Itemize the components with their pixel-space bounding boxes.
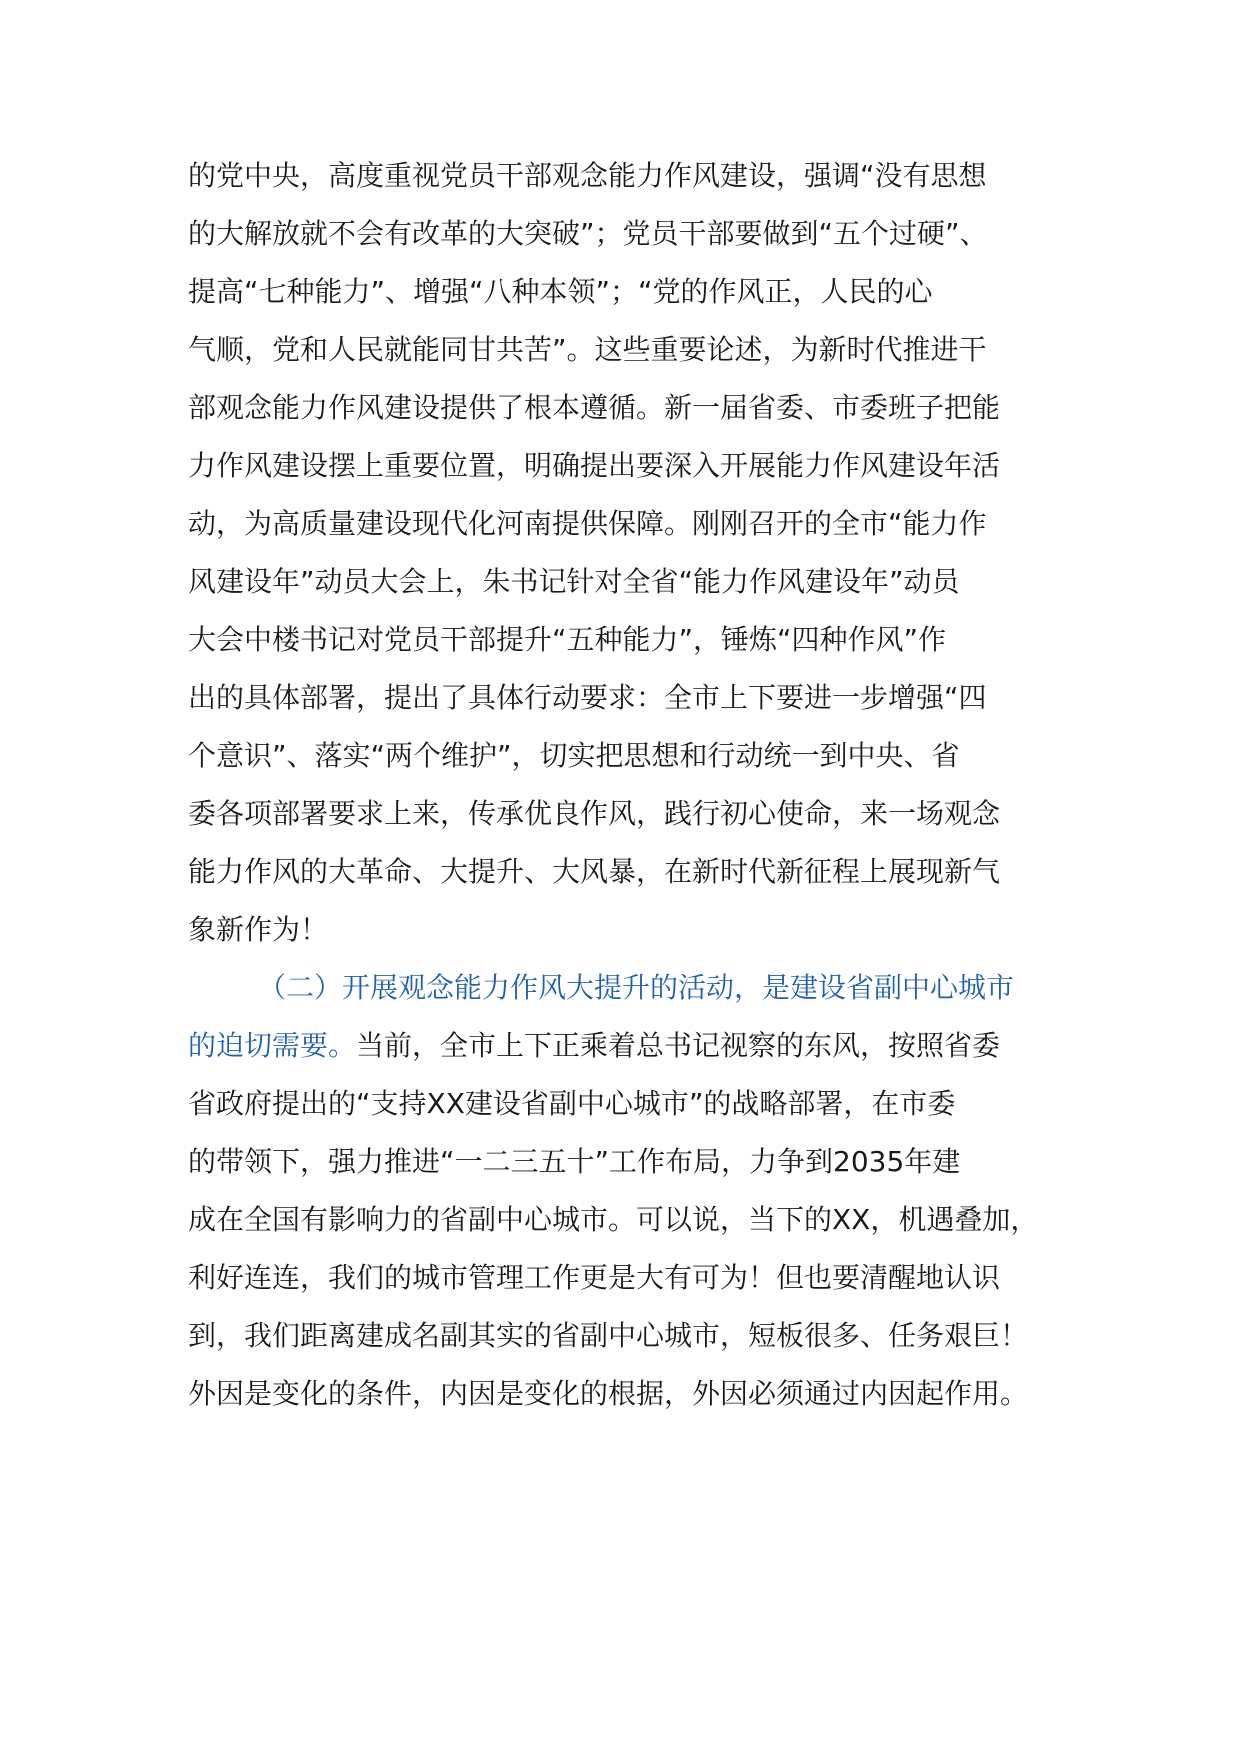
- section-heading-end: 的迫切需要。: [188, 1029, 357, 1062]
- text-line: 风建设年”动员大会上，朱书记针对全省“能力作风建设年”动员: [188, 565, 960, 598]
- text-line: 利好连连，我们的城市管理工作更是大有可为！但也要清醒地认识: [188, 1261, 1001, 1294]
- text-line: 提高“七种能力”、增强“八种本领”；“党的作风正，人民的心: [188, 275, 933, 308]
- text-line: 成在全国有影响力的省副中心城市。可以说，当下的XX，机遇叠加，: [188, 1203, 1039, 1236]
- section-heading: （二）开展观念能力作风大提升的活动，是建设省副中心城市: [258, 971, 1015, 1004]
- text-line: 力作风建设摆上重要位置，明确提出要深入开展能力作风建设年活: [188, 449, 1001, 482]
- text-line: 外因是变化的条件，内因是变化的根据，外因必须通过内因起作用。: [188, 1377, 1029, 1410]
- text-line: 委各项部署要求上来，传承优良作风，践行初心使命，来一场观念: [188, 797, 1001, 830]
- text-line: 到，我们距离建成名副其实的省副中心城市，短板很多、任务艰巨！: [188, 1319, 1029, 1352]
- text-line: 的党中央，高度重视党员干部观念能力作风建设，强调“没有思想: [188, 159, 987, 192]
- text-line: 大会中楼书记对党员干部提升“五种能力”，锤炼“四种作风”作: [188, 623, 947, 656]
- text-line: 象新作为！: [188, 913, 329, 946]
- text-line: 省政府提出的“支持XX建设省副中心城市”的战略部署，在市委: [188, 1087, 956, 1120]
- text-line: 的大解放就不会有改革的大突破”；党员干部要做到“五个过硬”、: [188, 217, 988, 250]
- text-line: 动，为高质量建设现代化河南提供保障。刚刚召开的全市“能力作: [188, 507, 987, 540]
- text-line: 个意识”、落实“两个维护”，切实把思想和行动统一到中央、省: [188, 739, 960, 772]
- text-line: 气顺，党和人民就能同甘共苦”。这些重要论述，为新时代推进干: [188, 333, 987, 366]
- text-line: 能力作风的大革命、大提升、大风暴，在新时代新征程上展现新气: [188, 855, 1001, 888]
- text-line: [188, 1026, 1000, 1066]
- text-span: 当前，全市上下正乘着总书记视察的东风，按照省委: [356, 1029, 1001, 1062]
- text-line: 的带领下，强力推进“一二三五十”工作布局，力争到2035年建: [188, 1145, 961, 1178]
- text-line: 部观念能力作风建设提供了根本遵循。新一届省委、市委班子把能: [188, 391, 1001, 424]
- text-line: 出的具体部署，提出了具体行动要求：全市上下要进一步增强“四: [188, 681, 987, 714]
